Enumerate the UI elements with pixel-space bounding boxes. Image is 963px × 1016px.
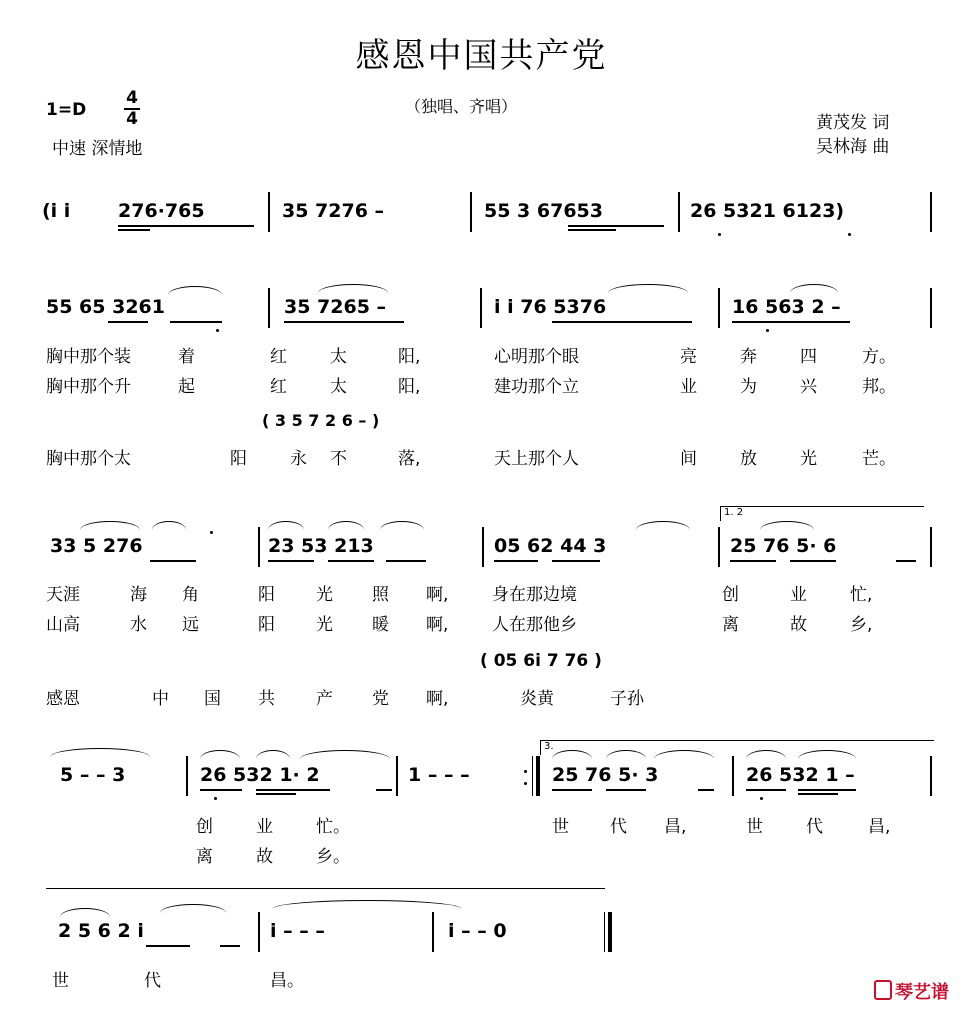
measure-3-2: 23 53 213 [268, 535, 374, 557]
measure-5-3: i – – 0 [448, 920, 507, 942]
site-logo [874, 978, 949, 1004]
measure-3-1: 33 5 276 [50, 535, 143, 557]
measure-1-4: 55 3 67653 [484, 200, 603, 222]
measure-1-2: 276·765 [118, 200, 205, 222]
measure-1-3: 35 7276 – [282, 200, 385, 222]
measure-4-3: 1 – – – [408, 764, 470, 786]
page-title: 感恩中国共产党 [355, 36, 608, 76]
measure-2-1: 55 65 3261 [46, 296, 165, 318]
subtitle: （独唱、齐唱） [405, 97, 518, 116]
volta-3: 3. [540, 740, 934, 755]
logo-text: 琴艺谱 [895, 982, 949, 1003]
time-signature-bottom: 4 [126, 109, 138, 129]
measure-5-2: i – – – [270, 920, 325, 942]
measure-2-4: 16 563 2 – [732, 296, 841, 318]
interlude-1: ( 3 5 7 2 6 – ) [262, 411, 380, 430]
logo-icon [874, 980, 892, 1000]
time-signature-top: 4 [126, 88, 138, 108]
measure-5-1: 2 5 6 2 i [58, 920, 144, 942]
measure-4-4: 25 76 5· 3 [552, 764, 659, 786]
lyricist-credit: 黄茂发 词 [816, 113, 890, 133]
measure-3-3: 05 62 44 3 [494, 535, 607, 557]
interlude-2: ( 05 6i 7 76 ) [480, 651, 602, 671]
measure-1-1: (i i [42, 200, 71, 222]
tempo-marking: 中速 深情地 [52, 139, 143, 159]
measure-2-2: 35 7265 – [284, 296, 387, 318]
time-signature [124, 90, 140, 128]
volta-1-2: 1. 2 [720, 506, 924, 521]
measure-3-4: 25 76 5· 6 [730, 535, 837, 557]
composer-credit: 吴林海 曲 [816, 137, 890, 157]
measure-1-5: 26 5321 6123) [690, 200, 845, 222]
measure-4-1: 5 – – 3 [60, 764, 126, 786]
key-signature: 1=D [46, 100, 87, 120]
measure-2-3: i i 76 5376 [494, 296, 607, 318]
measure-4-5: 26 532 1 – [746, 764, 855, 786]
measure-4-2: 26 532 1· 2 [200, 764, 320, 786]
